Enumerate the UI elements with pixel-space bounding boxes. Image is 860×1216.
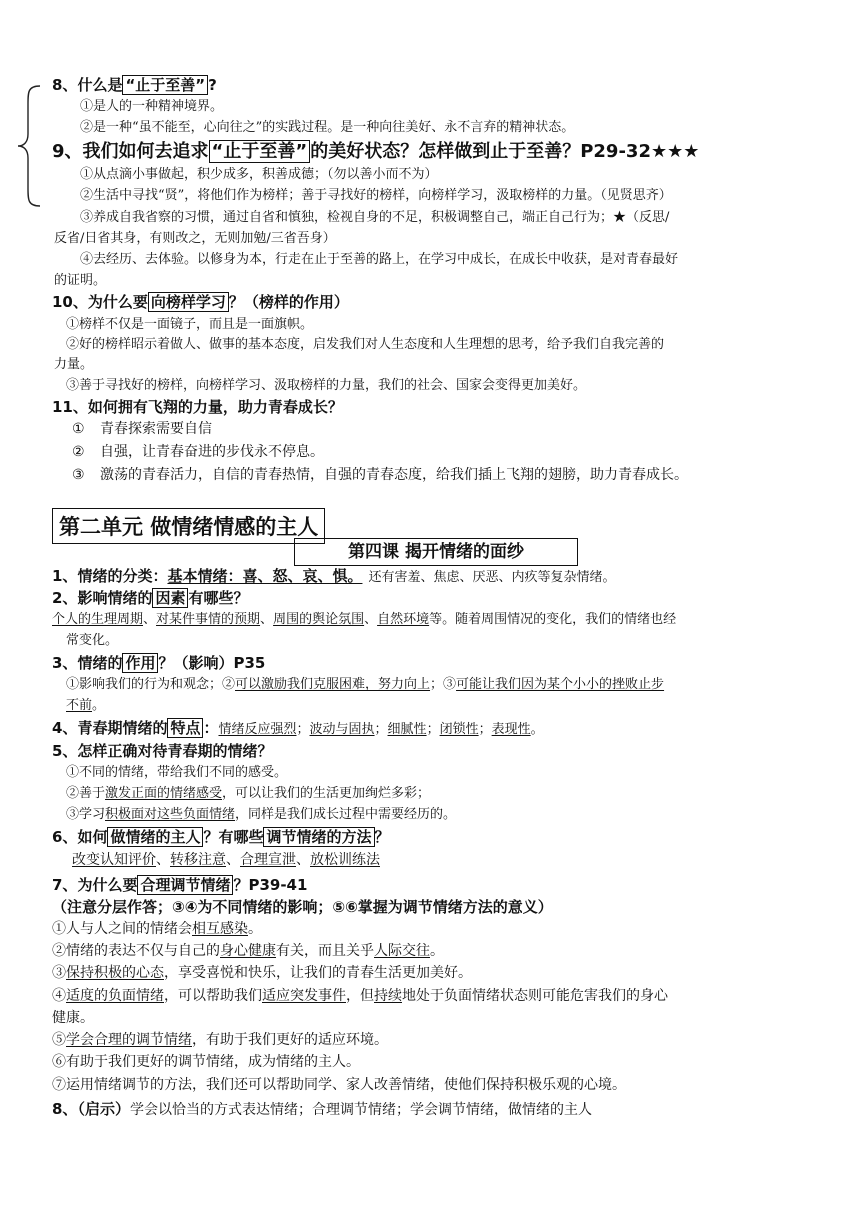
s7-l1-a: ①人与人之间的情绪会: [52, 921, 192, 937]
s2-line-1: [52, 612, 676, 628]
s2-post: 有哪些？: [188, 589, 249, 607]
q9-post: 的美好状态？怎样做到止于至善？P29-32★★★: [310, 141, 700, 162]
s7-line-1: [52, 921, 262, 939]
s4-trait-2: 波动与固执: [309, 722, 375, 737]
s4-end: 。: [530, 722, 544, 737]
s7-l4-g: 地处于负面情绪状态则可能危害我们的身心: [402, 988, 668, 1004]
s6-heading: [52, 828, 390, 847]
q8-line-2: ②是一种“虽不能至，心向往之”的实践过程。是一种向往美好、永不言弃的精神状态。: [80, 120, 575, 135]
s7-l4-e: ，但: [346, 988, 374, 1004]
s4-post: ：: [203, 719, 219, 737]
s7-l5-c: ，有助于我们更好的适应环境。: [192, 1032, 388, 1048]
s1-line: [52, 567, 615, 586]
s2-factor-environment: 自然环境: [377, 612, 430, 627]
s6-sep: 、: [226, 852, 240, 868]
s6-boxed-term-1: 做情绪的主人: [107, 827, 203, 847]
q10-number: 10、: [52, 293, 88, 311]
s2-sep: 、: [260, 612, 274, 627]
q11-item-3-text: 激荡的青春活力，自信的青春热情，自强的青春态度，给我们插上飞翔的翅膀，助力青春成长。: [100, 467, 688, 483]
s7-l2-e: 。: [430, 943, 444, 959]
s3-part-c: ；③: [430, 677, 457, 692]
s7-l1-b: 相互感染: [192, 921, 248, 937]
s1-basic-emotions: 基本情绪：喜、怒、哀、惧。: [167, 567, 363, 585]
s7-l5-a: ⑤: [52, 1032, 66, 1048]
s5-l2-c: ，可以让我们的生活更加绚烂多彩；: [222, 786, 431, 801]
q11-item-2: [72, 444, 324, 462]
q8-pre: 什么是: [77, 76, 123, 94]
s4-trait-3: 细腻性: [387, 722, 427, 737]
s7-boxed-term: 合理调节情绪: [137, 875, 233, 895]
s4-trait-4: 闭锁性: [439, 722, 479, 737]
s2-sep: 、: [364, 612, 378, 627]
q9-heading: [52, 141, 699, 164]
q11-item-1-marker: ①: [72, 421, 85, 437]
s5-line-1: ①不同的情绪，带给我们不同的感受。: [66, 765, 288, 780]
s7-line-3: [52, 965, 472, 983]
s7-l3-b: 保持积极的心态: [66, 965, 164, 981]
s3-part-e: 不前: [66, 698, 93, 713]
s2-tail: 等。随着周围情况的变化，我们的情绪也经: [429, 612, 677, 627]
s5-line-2: [66, 786, 430, 802]
s7-l1-c: 。: [248, 921, 262, 937]
q9-number: 9、: [52, 141, 83, 162]
q11-item-3-marker: ③: [72, 467, 85, 483]
q10-line-2b: 力量。: [54, 357, 94, 372]
s1-number: 1、: [52, 567, 78, 585]
s2-pre: 影响情绪的: [77, 589, 153, 607]
q9-pre: 我们如何去追求: [82, 141, 209, 162]
q8-number: 8、: [52, 76, 78, 94]
s3-part-a: ①影响我们的行为和观念；②: [66, 677, 236, 692]
s5-l3-b: 积极面对这些负面情绪: [105, 807, 236, 822]
s4-trait-5: 表现性: [491, 722, 531, 737]
s2-factor-physiology: 个人的生理周期: [52, 612, 144, 627]
s5-heading: 5、怎样正确对待青春期的情绪？: [52, 742, 273, 760]
q11-item-1: [72, 421, 212, 439]
q9-line-1: ①从点滴小事做起，积少成多，积善成德；（勿以善小而不为）: [80, 167, 438, 182]
s7-pre: 为什么要: [77, 876, 138, 894]
s7-l2-d: 人际交往: [374, 943, 430, 959]
s4-boxed-term: 特点: [167, 718, 203, 738]
q8-line-1: ①是人的一种精神境界。: [80, 99, 224, 114]
s7-post: ？P39-41: [233, 876, 308, 894]
q9-line-4b: 的证明。: [54, 273, 107, 288]
s7-l4-f: 持续: [374, 988, 402, 1004]
s6-method-2: 转移注意: [170, 852, 226, 868]
s3-boxed-term: 作用: [122, 653, 158, 673]
s4-trait-1: 情绪反应强烈: [218, 722, 297, 737]
s3-line-2: [66, 698, 105, 714]
s4-sep: ；: [478, 722, 492, 737]
q11-item-2-marker: ②: [72, 444, 85, 460]
s2-line-2: 常变化。: [66, 633, 119, 648]
q8-heading: [52, 76, 217, 95]
s3-line-1: [66, 677, 664, 693]
s7-number: 7、: [52, 876, 78, 894]
s6-methods: [72, 852, 380, 870]
s3-pre: 情绪的: [77, 654, 123, 672]
q9-line-2: ②生活中寻找“贤”，将他们作为榜样；善于寻找好的榜样，向榜样学习，汲取榜样的力量。（见贤思齐）: [80, 188, 672, 203]
s3-part-d: 可能让我们因为某个小小的挫败止步: [456, 677, 665, 692]
s6-number: 6、: [52, 828, 78, 846]
q9-line-3b: 反省/日省其身，有则改之，无则加勉/三省吾身）: [54, 231, 336, 246]
s7-l5-b: 学会合理的调节情绪: [66, 1032, 192, 1048]
q9-boxed-term: “止于至善”: [209, 140, 311, 163]
s6-sep: 、: [296, 852, 310, 868]
s4-sep: ；: [426, 722, 440, 737]
s4-number: 4、: [52, 719, 78, 737]
s6-pre: 如何: [77, 828, 108, 846]
q10-line-3: ③善于寻找好的榜样，向榜样学习、汲取榜样的力量，我们的社会、国家会变得更加美好。: [66, 378, 587, 393]
s8-text: 学会以恰当的方式表达情绪；合理调节情绪；学会调节情绪，做情绪的主人: [129, 1102, 592, 1118]
q10-line-2a: ②好的榜样昭示着做人、做事的基本态度，启发我们对人生态度和人生理想的思考，给予我们自我完善的: [66, 337, 665, 352]
s1-complex-emotions: 还有害羞、焦虑、厌恶、内疚等复杂情绪。: [368, 570, 616, 585]
q10-pre: 为什么要: [87, 293, 148, 311]
s7-line-7: ⑦运用情绪调节的方法，我们还可以帮助同学、家人改善情绪，使他们保持积极乐观的心境。: [52, 1077, 626, 1093]
s7-l2-b: 身心健康: [220, 943, 276, 959]
s4-sep: ；: [374, 722, 388, 737]
s7-line-4b: 健康。: [52, 1010, 94, 1026]
s7-note: （注意分层作答；③④为不同情绪的影响；⑤⑥掌握为调节情绪方法的意义）: [52, 898, 553, 916]
s4-traits: [218, 722, 543, 737]
s7-l2-a: ②情绪的表达不仅与自己的: [52, 943, 220, 959]
s8-label: （启示）: [77, 1100, 130, 1118]
s6-mid: ？有哪些: [203, 828, 264, 846]
s6-method-4: 放松训练法: [310, 852, 380, 868]
s2-sep: 、: [143, 612, 157, 627]
curly-brace-mark: [14, 84, 44, 208]
s3-part-f: 。: [92, 698, 106, 713]
q9-line-3a: ③养成自我省察的习惯，通过自省和慎独，检视自身的不足，积极调整自己，端正自己行为；★（反思/: [80, 210, 670, 225]
s5-line-3: [66, 807, 456, 823]
s4-pre: 青春期情绪的: [77, 719, 168, 737]
s3-part-b: 可以激励我们克服困难，努力向上: [235, 677, 431, 692]
s5-l3-a: ③学习: [66, 807, 106, 822]
s7-line-4: [52, 988, 668, 1006]
s6-post: ？: [374, 828, 390, 846]
q11-heading: 11、如何拥有飞翔的力量，助力青春成长？: [52, 398, 343, 416]
s6-method-1: 改变认知评价: [72, 852, 156, 868]
q9-line-4a: ④去经历、去体验。以修身为本，行走在止于至善的路上，在学习中成长，在成长中收获，是对青春最好: [80, 252, 679, 267]
s7-line-6: ⑥有助于我们更好的调节情绪，成为情绪的主人。: [52, 1054, 360, 1070]
s1-label: 情绪的分类：: [77, 567, 168, 585]
q10-post: ？（榜样的作用）: [228, 293, 349, 311]
s7-l4-b: 适度的负面情绪: [66, 988, 164, 1004]
s7-l2-c: 有关，而且关乎: [276, 943, 374, 959]
q11-item-3: [72, 467, 688, 485]
s3-heading: [52, 654, 265, 673]
s5-l3-c: ，同样是我们成长过程中需要经历的。: [235, 807, 457, 822]
s7-l4-a: ④: [52, 988, 66, 1004]
s7-line-5: [52, 1032, 388, 1050]
s7-l3-c: ，享受喜悦和快乐，让我们的青春生活更加美好。: [164, 965, 472, 981]
q11-item-1-text: 青春探索需要自信: [100, 421, 212, 437]
lesson-title: 第四课 揭开情绪的面纱: [294, 538, 578, 566]
s3-number: 3、: [52, 654, 78, 672]
q8-post: ?: [208, 76, 217, 94]
s7-l3-a: ③: [52, 965, 66, 981]
s2-number: 2、: [52, 589, 78, 607]
s6-boxed-term-2: 调节情绪的方法: [263, 827, 374, 847]
q10-line-1: ①榜样不仅是一面镜子，而且是一面旗帜。: [66, 317, 314, 332]
q8-boxed-term: “止于至善”: [122, 75, 208, 95]
s7-l4-c: ，可以帮助我们: [164, 988, 262, 1004]
q10-heading: [52, 293, 349, 312]
s2-factor-expectation: 对某件事情的预期: [156, 612, 261, 627]
s5-l2-a: ②善于: [66, 786, 106, 801]
s6-sep: 、: [156, 852, 170, 868]
s7-heading: [52, 876, 307, 895]
s5-l2-b: 激发正面的情绪感受: [105, 786, 223, 801]
s4-line: [52, 719, 544, 738]
unit-title: 第二单元 做情绪情感的主人: [52, 508, 325, 544]
s3-post: ？（影响）P35: [158, 654, 266, 672]
s8-number: 8、: [52, 1100, 78, 1118]
s2-boxed-term: 因素: [152, 588, 188, 608]
q10-boxed-term: 向榜样学习: [148, 292, 229, 312]
s7-l4-d: 适应突发事件: [262, 988, 346, 1004]
s7-line-2: [52, 943, 444, 961]
s2-heading: [52, 589, 248, 608]
q11-item-2-text: 自强，让青春奋进的步伐永不停息。: [100, 444, 324, 460]
s2-factor-opinion: 周围的舆论氛围: [273, 612, 365, 627]
s6-method-3: 合理宣泄: [240, 852, 296, 868]
s4-sep: ；: [296, 722, 310, 737]
s8-line: [52, 1099, 592, 1120]
